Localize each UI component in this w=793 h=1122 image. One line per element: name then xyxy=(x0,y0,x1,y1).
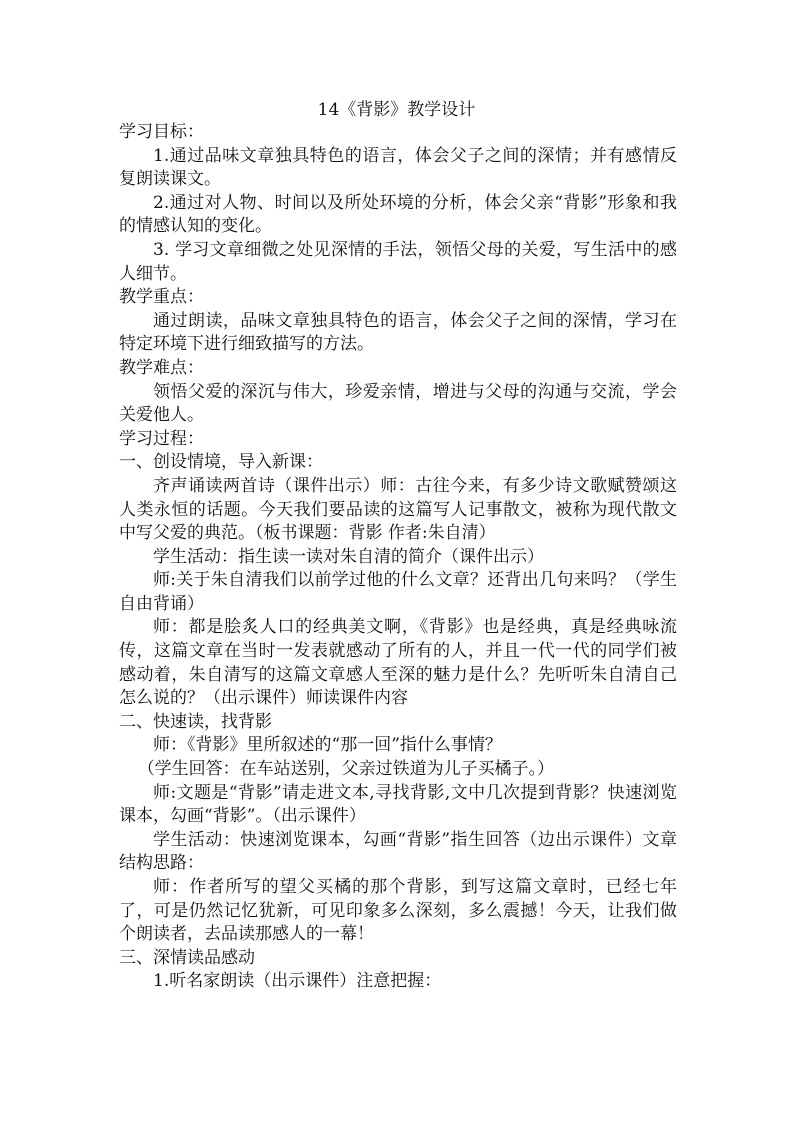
section-heading: 学习过程： xyxy=(119,428,204,449)
paragraph: 1.通过品味文章独具特色的语言，体会父子之间的深情；并有感情反复朗读课文。 xyxy=(119,145,677,190)
paragraph: 师:关于朱自清我们以前学过他的什么文章？还背出几句来吗？（学生自由背诵） xyxy=(119,570,677,614)
paragraph: 学生活动：指生读一读对朱自清的简介（课件出示） xyxy=(153,546,544,567)
section-heading: 学习目标： xyxy=(119,122,204,142)
paragraph: 通过朗读，品味文章独具特色的语言，体会父子之间的深情，学习在特定环境下进行细致描写的方法。 xyxy=(119,310,677,355)
paragraph: （学生回答：在车站送别，父亲过铁道为儿子买橘子。） xyxy=(137,759,555,780)
document-body xyxy=(119,121,677,994)
paragraph: 2.通过对人物、时间以及所处环境的分析，体会父亲“背影”形象和我的情感认知的变化。 xyxy=(119,192,677,237)
section-heading: 一、创设情境，导入新课： xyxy=(119,452,323,473)
paragraph: 师:文题是“背影”请走进文本,寻找背影,文中几次提到背影？快速浏览课本，勾画“背影”。（出示课件） xyxy=(119,782,677,827)
paragraph: 师：作者所写的望父买橘的那个背影，到写这篇文章时，已经七年了，可是仍然记忆犹新，可见印象多么深刻，多么震撼！今天，让我们做个朗读者，去品读那感人的一幕！ xyxy=(119,877,677,945)
section-heading: 教学重点： xyxy=(119,287,204,308)
paragraph: 3. 学习文章细微之处见深情的手法，领悟父母的关爱，写生活中的感人细节。 xyxy=(119,239,677,284)
paragraph: 齐声诵读两首诗（课件出示）师：古往今来，有多少诗文歌赋赞颂这人类永恒的话题。今天我们要品读的这篇写人记事散文，被称为现代散文中写父爱的典范。（板书课题：背影 作者:朱自清） xyxy=(119,475,677,544)
document-title: 14《背影》教学设计 xyxy=(317,100,476,120)
paragraph: 领悟父爱的深沉与伟大，珍爱亲情，增进与父母的沟通与交流，学会关爱他人。 xyxy=(119,381,677,426)
section-heading: 教学难点： xyxy=(119,357,204,378)
paragraph: 师：《背影》里所叙述的“那一回”指什么事情？ xyxy=(153,735,502,756)
paragraph: 师：都是脍炙人口的经典美文啊，《背影》也是经典，真是经典咏流传，这篇文章在当时一发表就感动了所有的人，并且一代一代的同学们被感动着，朱自清写的这篇文章感人至深的魅力是什么？先听听朱自清自己怎么说的？（出示课件）师读课件内容 xyxy=(119,617,677,709)
section-heading: 三、深情读品感动 xyxy=(119,947,255,968)
paragraph: 学生活动：快速浏览课本，勾画“背影”指生回答（边出示课件）文章结构思路： xyxy=(119,829,677,874)
section-heading: 二、快速读，找背影 xyxy=(119,711,272,732)
paragraph: 1.听名家朗读（出示课件）注意把握： xyxy=(153,971,442,992)
